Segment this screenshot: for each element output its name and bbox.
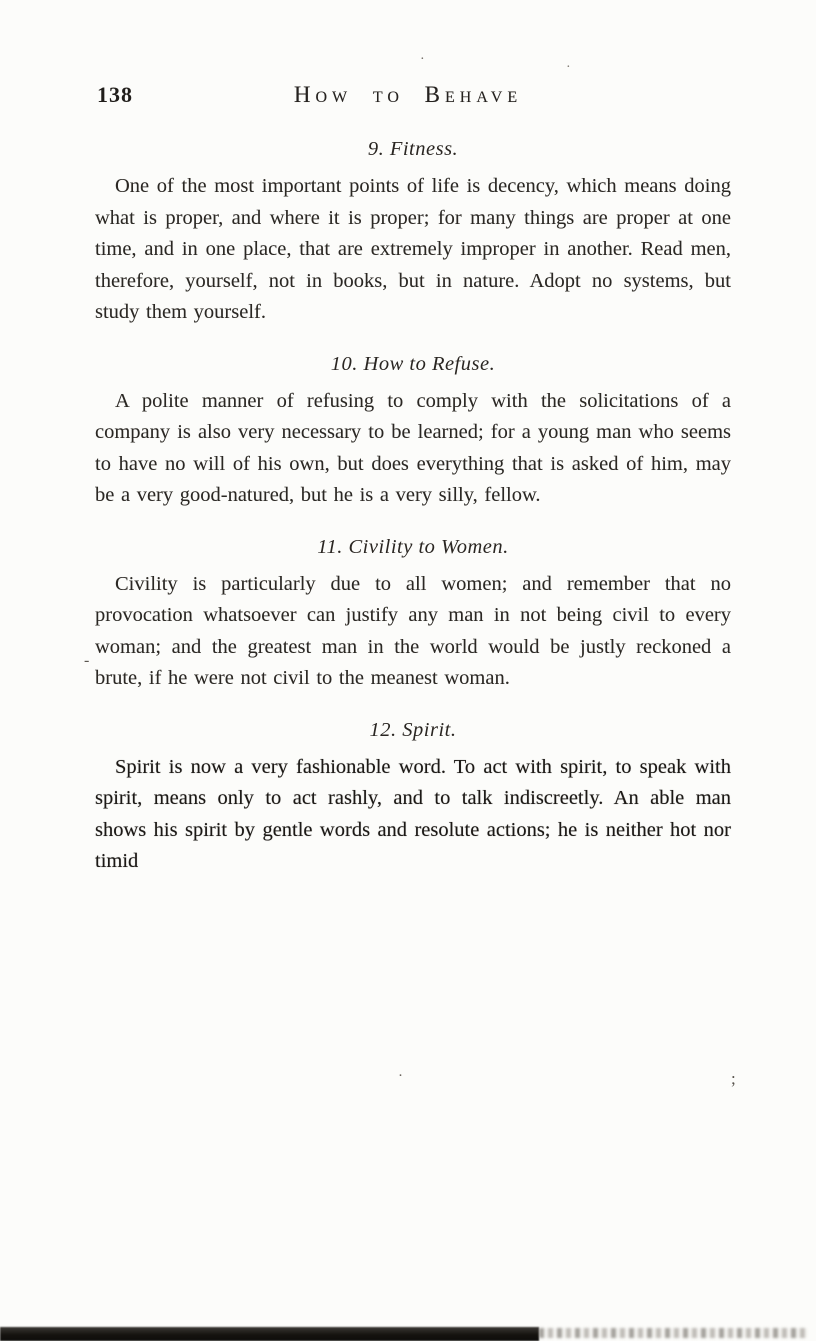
page-content bbox=[95, 138, 731, 878]
scan-artifact-bottom-smudge bbox=[539, 1328, 808, 1338]
scan-artifact-dot: · bbox=[566, 60, 571, 75]
section-spirit bbox=[95, 719, 731, 878]
page-number: 138 bbox=[97, 82, 133, 107]
section-heading: 10. How to Refuse. bbox=[330, 352, 496, 375]
page-header bbox=[0, 82, 816, 116]
section-civility-to-women bbox=[95, 536, 731, 695]
scan-artifact-bottom-bar bbox=[0, 1327, 539, 1341]
section-paragraph: One of the most important points of life is decency, which means doing what is proper, and where it is proper; for many things are proper at one time, and in one place, that are extremely improper in another. Read men, therefore, yourself, not in books, but in nature. Adopt no systems, but study them yourself. bbox=[95, 175, 731, 323]
section-fitness bbox=[95, 138, 731, 329]
section-heading: 9. Fitness. bbox=[367, 138, 459, 160]
scan-artifact-semicolon: ; bbox=[731, 1069, 736, 1088]
section-paragraph: Civility is particularly due to all women; and remember that no provocation whatsoever can justify any man in not being civil to every woman; and the greatest man in the world would be justly reckoned a brute, if he were not civil to the meanest woman. bbox=[95, 572, 731, 689]
section-heading: 12. Spirit. bbox=[369, 718, 457, 741]
running-head: How to Behave bbox=[293, 82, 523, 107]
section-paragraph: Spirit is now a very fashionable word. To act with spirit, to speak with spirit, means only to act rashly, and to talk indiscreetly. An able man shows his spirit by gentle words and resolute actions; he is neither hot nor timid bbox=[95, 755, 731, 872]
section-heading: 11. Civility to Women. bbox=[317, 535, 509, 558]
section-how-to-refuse bbox=[95, 353, 731, 512]
scan-artifact-dot: · bbox=[420, 52, 425, 67]
scan-artifact-margin-dash: - bbox=[84, 652, 90, 669]
section-paragraph: A polite manner of refusing to comply with the solicitations of a company is also very necessary to be learned; for a young man who seems to have no will of his own, but does everything that is asked of him, may be a very good-natured, but he is a very silly, fellow. bbox=[95, 389, 731, 506]
scan-artifact-dot: · bbox=[398, 1068, 403, 1084]
